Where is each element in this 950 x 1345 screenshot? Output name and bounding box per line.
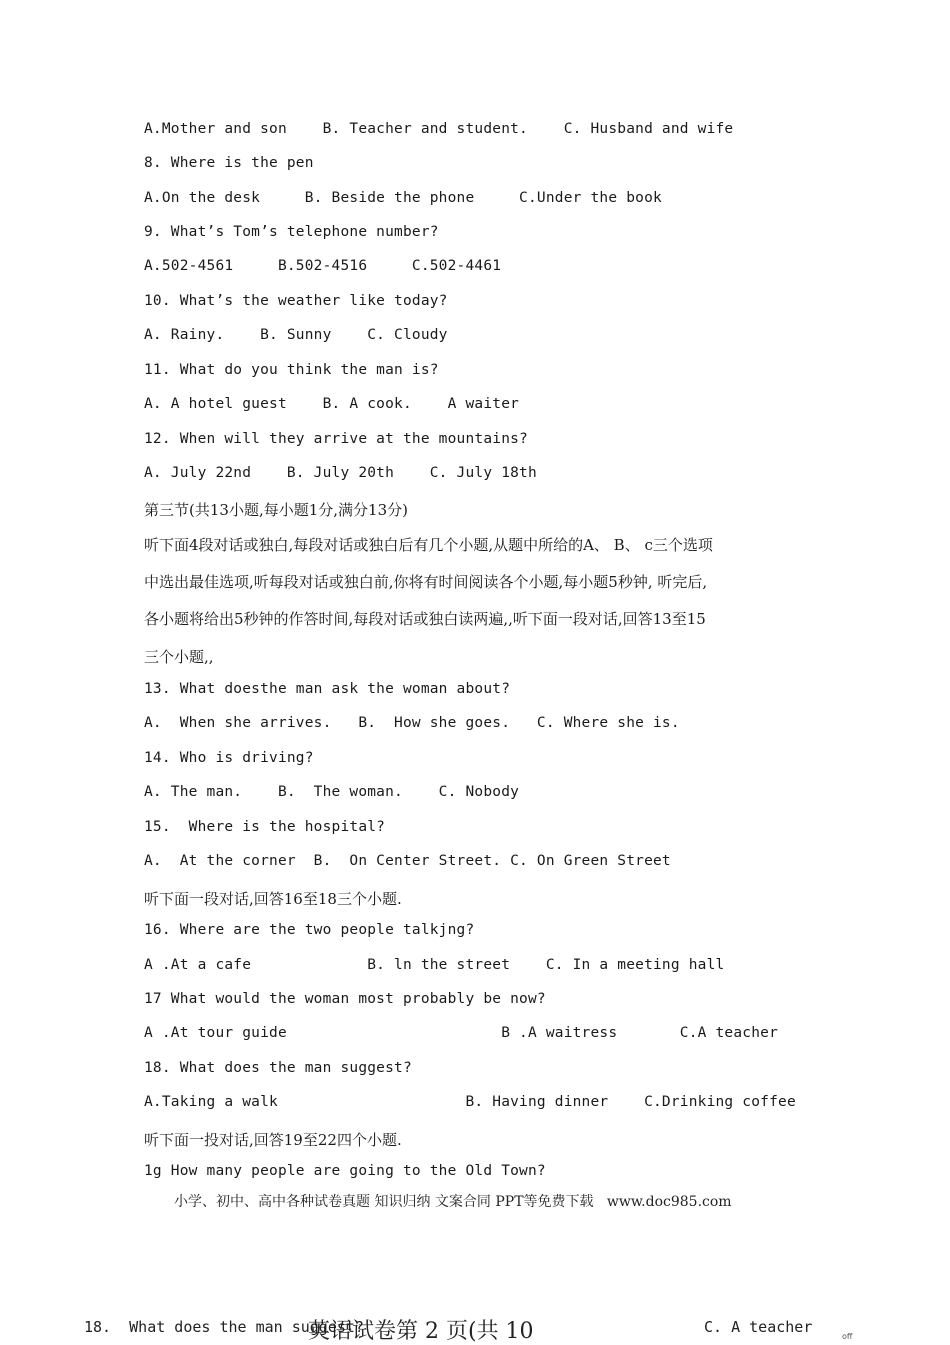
text-line: A.On the desk B. Beside the phone C.Under the book bbox=[144, 190, 662, 206]
text-line: 各小题将给出5秒钟的作答时间,每段对话或独白读两遍,,听下面一段对话,回答13至15 bbox=[144, 610, 706, 628]
text-line: 16. Where are the two people talkjng? bbox=[144, 922, 475, 938]
text-line: 三个小题,, bbox=[144, 648, 214, 666]
text-line: 听下面一段对话,回答16至18三个小题. bbox=[144, 890, 402, 908]
text-line: A. Rainy. B. Sunny C. Cloudy bbox=[144, 327, 448, 343]
bottom-overlap-right: C. A teacher bbox=[704, 1318, 813, 1336]
text-line: 15. Where is the hospital? bbox=[144, 819, 386, 835]
text-line: 14. Who is driving? bbox=[144, 750, 314, 766]
bottom-overlap-left: 18. What does the man suggest? bbox=[84, 1318, 364, 1336]
tiny-mark: off bbox=[842, 1332, 853, 1341]
text-line: 10. What’s the weather like today? bbox=[144, 293, 448, 309]
text-line: A.502-4561 B.502-4516 C.502-4461 bbox=[144, 258, 502, 274]
text-line: 9. What’s Tom’s telephone number? bbox=[144, 224, 439, 240]
text-line: 12. When will they arrive at the mountains? bbox=[144, 431, 528, 447]
footer-advert: 小学、初中、高中各种试卷真题 知识归纳 文案合同 PPT等免费下载 www.doc985.com bbox=[174, 1194, 732, 1210]
text-line: A .At a cafe B. ln the street C. In a meeting hall bbox=[144, 957, 725, 973]
text-line: 1g How many people are going to the Old Town? bbox=[144, 1163, 546, 1179]
text-line: 听下面一投对话,回答19至22四个小题. bbox=[144, 1131, 402, 1149]
text-line: A. A hotel guest B. A cook. A waiter bbox=[144, 396, 520, 412]
text-line: A.Mother and son B. Teacher and student. C. Husband and wife bbox=[144, 121, 734, 137]
text-line: A.Taking a walk B. Having dinner C.Drinking coffee bbox=[144, 1094, 796, 1110]
text-line: 听下面4段对话或独白,每段对话或独白后有几个小题,从题中所给的A、 B、 c三个选项 bbox=[144, 536, 713, 554]
text-line: 第三节(共13小题,每小题1分,满分13分) bbox=[144, 501, 408, 519]
text-line: A. When she arrives. B. How she goes. C. Where she is. bbox=[144, 715, 680, 731]
page-footer-title: 英语试卷第 2 页(共 10 bbox=[308, 1319, 534, 1344]
text-line: 11. What do you think the man is? bbox=[144, 362, 439, 378]
text-line: 中选出最佳选项,听每段对话或独白前,你将有时间阅读各个小题,每小题5秒钟, 听完后, bbox=[144, 573, 708, 591]
text-line: 18. What does the man suggest? bbox=[144, 1060, 412, 1076]
text-line: A. The man. B. The woman. C. Nobody bbox=[144, 784, 520, 800]
text-line: A. July 22nd B. July 20th C. July 18th bbox=[144, 465, 537, 481]
text-line: A. At the corner B. On Center Street. C. On Green Street bbox=[144, 853, 671, 869]
text-line: 13. What doesthe man ask the woman about? bbox=[144, 681, 511, 697]
text-line: 17 What would the woman most probably be now? bbox=[144, 991, 546, 1007]
text-line: 8. Where is the pen bbox=[144, 155, 314, 171]
text-line: A .At tour guide B .A waitress C.A teacher bbox=[144, 1025, 779, 1041]
